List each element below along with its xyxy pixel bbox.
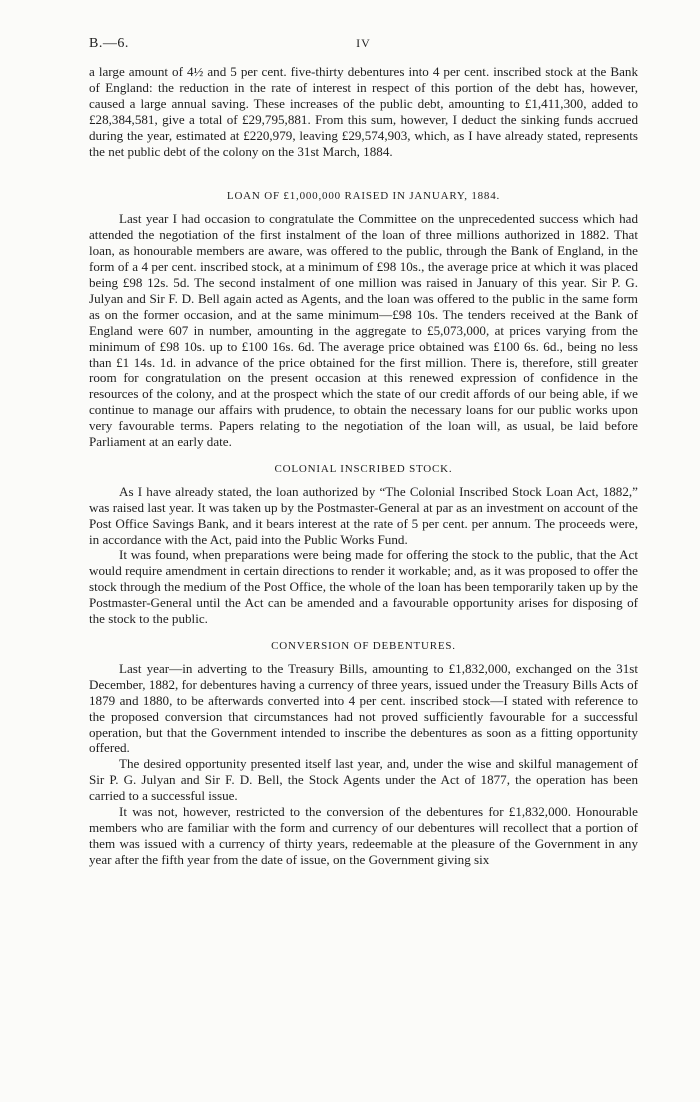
paragraph: Last year I had occasion to congratulate the Committee on the unprecedented success which had attended the negotiation of the first instalment of the loan of three millions authorized in 1882. That loan, as honourable members are aware, was offered to the public, through the Bank of England, in the form of a 4 per cent. inscribed stock, at a minimum of £98 10s., the average price at which it was placed being £98 12s. 5d. The second instalment of one million was raised in January of this year. Sir P. G. Julyan and Sir F. D. Bell again acted as Agents, and the loan was offered to the public in the same form as on the former occasion, and at the same minimum—£98 10s. The tenders received at the Bank of England were 607 in number, amounting in the aggregate to £5,073,000, at prices varying from the minimum of £98 10s. up to £100 16s. 6d. The average price obtained was £100 6s. 6d., being no less than £1 14s. 1d. in advance of the price obtained for the first million. There is, therefore, still greater room for congratulation on the present occasion at this renewed expression of confidence in the resources of the colony, and at the prospect which the state of our credit affords of our being able, if we continue to manage our affairs with prudence, to obtain the necessary loans for our public works upon very favourable terms. Papers relating to the negotiation of the loan will, as usual, be laid before Parliament at an early date.	[89, 211, 638, 450]
section-colonial-inscribed-stock	[89, 462, 638, 627]
section-heading: LOAN OF £1,000,000 RAISED IN JANUARY, 1884.	[226, 190, 501, 203]
document-reference: B.—6.	[89, 36, 129, 51]
section-loan-1884	[89, 189, 638, 450]
document-body	[89, 64, 638, 868]
paragraph: Last year—in adverting to the Treasury Bills, amounting to £1,832,000, exchanged on the 31st December, 1882, for debentures having a currency of three years, issued under the Treasury Bills Acts of 1879 and 1880, to be afterwards converted into 4 per cent. inscribed stock—I stated with reference to the proposed conversion that circumstances had not proved sufficiently favourable for a successful operation, but that the Government intended to inscribe the debentures as soon as a fitting opportunity offered.	[89, 660, 638, 756]
page-number: IV	[356, 36, 371, 50]
paragraph: It was found, when preparations were being made for offering the stock to the public, that the Act would require amendment in certain directions to render it workable; and, as it was proposed to offer the stock through the medium of the Post Office, the whole of the loan has been temporarily taken up by the Postmaster-General until the Act can be amended and a favourable opportunity arises for disposing of the stock to the public.	[89, 547, 638, 627]
section-conversion-of-debentures	[89, 639, 638, 868]
section-debt-summary	[89, 64, 638, 159]
paragraph: As I have already stated, the loan authorized by “The Colonial Inscribed Stock Loan Act, 1882,” was raised last year. It was taken up by the Postmaster-General at par as an investment on account of the Post Office Savings Bank, and it bears interest at the rate of 5 per cent. per annum. The proceeds were, in accordance with the Act, paid into the Public Works Fund.	[89, 483, 638, 547]
section-heading: COLONIAL INSCRIBED STOCK.	[274, 462, 453, 475]
paragraph: It was not, however, restricted to the conversion of the debentures for £1,832,000. Honourable members who are familiar with the form and currency of our debentures will recollect that a portion of them was issued with a currency of thirty years, redeemable at the pleasure of the Government in any year after the fifth year from the date of issue, on the Government giving six	[89, 804, 638, 867]
section-heading: CONVERSION OF DEBENTURES.	[271, 640, 456, 652]
page-header	[89, 36, 638, 54]
paragraph: a large amount of 4½ and 5 per cent. five-thirty debentures into 4 per cent. inscribed stock at the Bank of England: the reduction in the rate of interest in respect of this portion of the debt has, however, caused a large annual saving. These increases of the public debt, amounting to £1,411,300, added to £28,384,581, give a total of £29,795,881. From this sum, however, I deduct the sinking funds accrued during the year, estimated at £220,979, leaving £29,574,903, which, as I have already stated, represents the net public debt of the colony on the 31st March, 1884.	[89, 64, 638, 159]
paragraph: The desired opportunity presented itself last year, and, under the wise and skilful management of Sir P. G. Julyan and Sir F. D. Bell, the Stock Agents under the Act of 1877, the operation has been carried to a successful issue.	[89, 756, 638, 804]
